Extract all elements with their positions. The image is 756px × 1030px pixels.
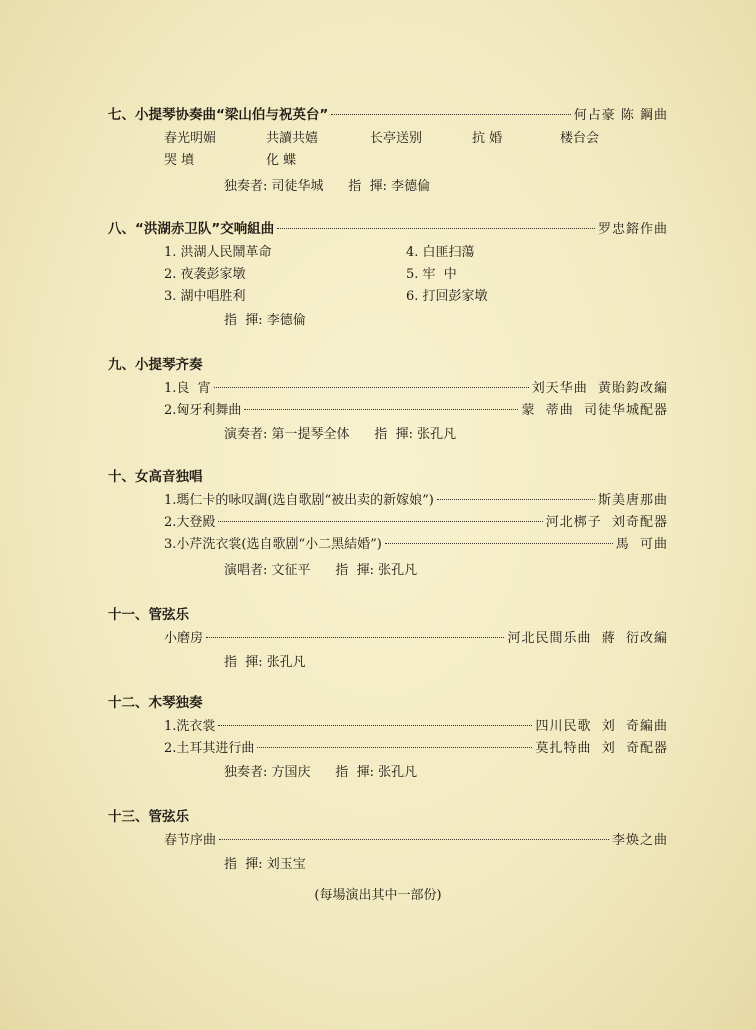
- piece-title: 小磨房: [164, 631, 204, 646]
- leader-dots: [206, 637, 504, 638]
- section-9-title: 九、小提琴齐奏: [108, 357, 203, 373]
- leader-dots: [257, 747, 532, 748]
- piece-credit: 李焕之曲: [611, 833, 668, 848]
- movement-item: 长亭送别: [370, 131, 423, 146]
- movement-item: 2. 夜袭彭家墩: [164, 267, 246, 282]
- section-13-title: 十三、管弦乐: [108, 809, 189, 825]
- piece-credit: 莫扎特曲 刘 奇配器: [535, 741, 668, 756]
- leader-dots: [277, 228, 595, 229]
- piece-row: [164, 716, 668, 738]
- section-7-credits: 独奏者: 司徒华城 指 揮: 李德倫: [224, 179, 431, 194]
- section-12-credits: 独奏者: 方国庆 指 揮: 张孔凡: [224, 765, 418, 780]
- piece-row: [164, 628, 668, 650]
- movement-item: 哭 墳: [164, 153, 195, 168]
- movement-item: 化 蝶: [266, 153, 297, 168]
- section-8-header: [108, 218, 668, 240]
- section-11-title: 十一、管弦乐: [108, 607, 189, 623]
- leader-dots: [219, 839, 609, 840]
- piece-row: [164, 830, 668, 852]
- piece-title: 1.良 宵: [164, 381, 211, 396]
- leader-dots: [214, 387, 529, 388]
- movement-item: 春光明媚: [164, 131, 217, 146]
- movement-item: 抗 婚: [472, 131, 503, 146]
- piece-row: [164, 378, 668, 400]
- footnote: (每場演出其中一部份): [314, 888, 442, 903]
- section-10-title: 十、女高音独唱: [108, 469, 203, 485]
- section-7-title: 七、小提琴协奏曲“梁山伯与祝英台”: [108, 107, 329, 123]
- piece-row: [164, 490, 668, 512]
- leader-dots: [437, 499, 595, 500]
- piece-row: [164, 534, 668, 556]
- movement-item: 6. 打回彭家墩: [406, 289, 488, 304]
- leader-dots: [385, 543, 613, 544]
- piece-title: 1.瑪仁卡的咏叹調(选自歌剧“被出卖的新嫁娘”): [164, 493, 434, 508]
- leader-dots: [218, 725, 532, 726]
- piece-title: 2.匈牙利舞曲: [164, 403, 242, 418]
- piece-credit: 河北梆子 刘奇配器: [545, 515, 668, 530]
- movement-item: 4. 白匪扫蕩: [406, 245, 475, 260]
- leader-dots: [331, 114, 570, 115]
- section-10-credits: 演唱者: 文征平 指 揮: 张孔凡: [224, 563, 418, 578]
- section-7-header: [108, 104, 668, 126]
- piece-credit: 斯美唐那曲: [597, 493, 668, 508]
- piece-row: [164, 738, 668, 760]
- section-13-credits: 指 揮: 刘玉宝: [224, 857, 306, 872]
- section-7-composer: 何占豪 陈 鋼曲: [573, 108, 668, 123]
- leader-dots: [244, 409, 518, 410]
- piece-title: 春节序曲: [164, 833, 217, 848]
- movement-item: 3. 湖中唱胜利: [164, 289, 246, 304]
- piece-title: 3.小芹洗衣裳(选自歌剧“小二黑結婚”): [164, 537, 382, 552]
- piece-title: 2.土耳其进行曲: [164, 741, 255, 756]
- movement-item: 楼台会: [560, 131, 600, 146]
- piece-row: [164, 512, 668, 534]
- piece-credit: 馬 可曲: [615, 537, 668, 552]
- movement-item: 5. 牢 中: [406, 267, 457, 282]
- leader-dots: [218, 521, 542, 522]
- piece-title: 2.大登殿: [164, 515, 216, 530]
- section-8-credits: 指 揮: 李德倫: [224, 313, 306, 328]
- piece-row: [164, 400, 668, 422]
- movement-item: 1. 洪湖人民鬧革命: [164, 245, 272, 260]
- piece-title: 1.洗衣裳: [164, 719, 216, 734]
- section-8-title: 八、“洪湖赤卫队”交响組曲: [108, 221, 275, 237]
- section-9-credits: 演奏者: 第一提琴全体 指 揮: 张孔凡: [224, 427, 457, 442]
- piece-credit: 蒙 蒂曲 司徒华城配器: [521, 403, 668, 418]
- section-12-title: 十二、木琴独奏: [108, 695, 203, 711]
- section-8-composer: 罗忠鎔作曲: [597, 222, 668, 237]
- section-11-credits: 指 揮: 张孔凡: [224, 655, 306, 670]
- piece-credit: 刘天华曲 黄貽鈞改編: [531, 381, 668, 396]
- piece-credit: 河北民間乐曲 蔣 衍改編: [507, 631, 668, 646]
- movement-item: 共讀共嬉: [266, 131, 319, 146]
- piece-credit: 四川民歌 刘 奇編曲: [535, 719, 668, 734]
